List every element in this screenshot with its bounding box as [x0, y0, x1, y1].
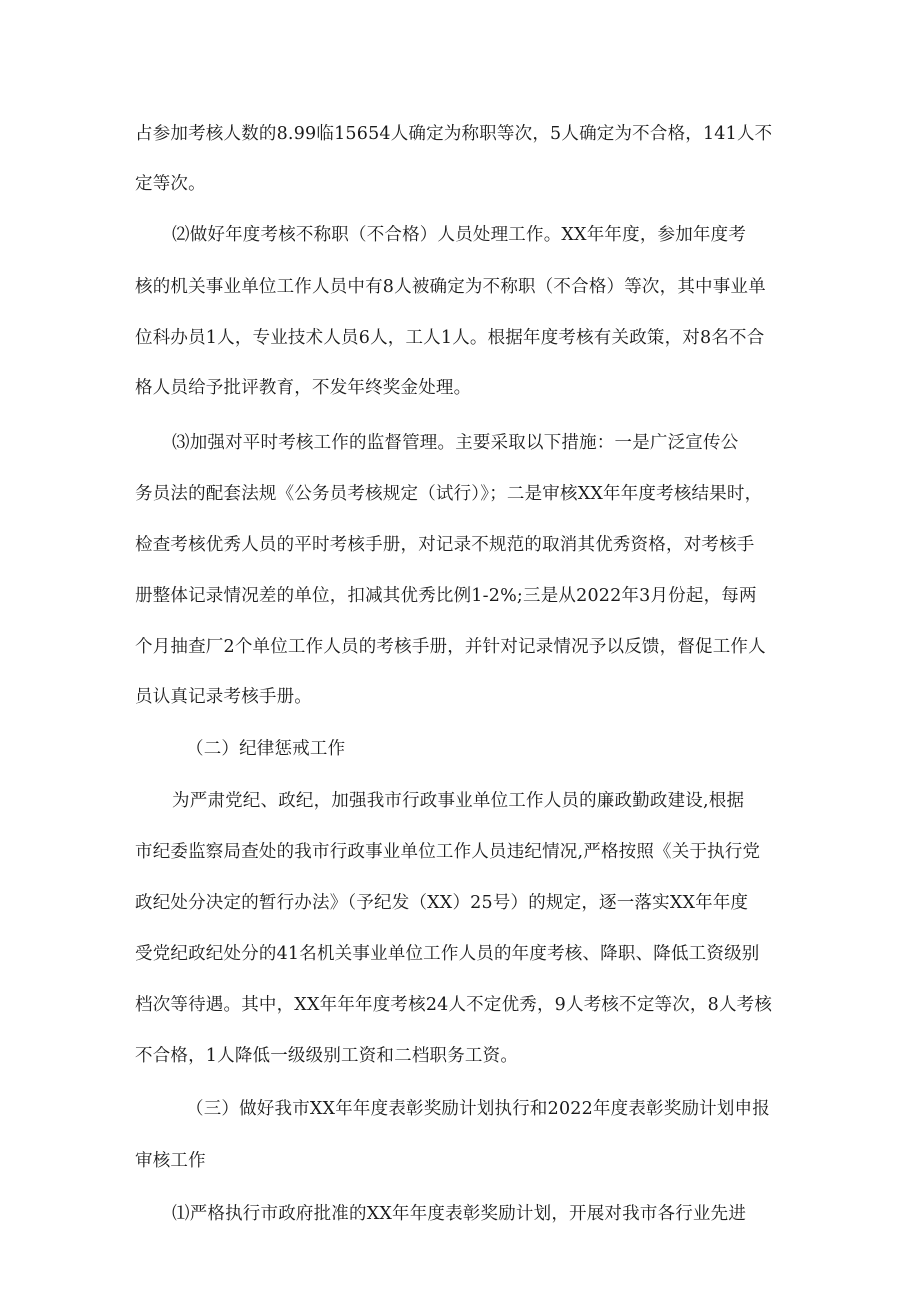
body-line: ⑵做好年度考核不称职（不合格）人员处理工作。XX年年度，参加年度考 — [172, 225, 747, 245]
section-heading: （三）做好我市XX年年度表彰奖励计划执行和2022年度表彰奖励计划申报 — [186, 1099, 770, 1119]
body-line: 务员法的配套法规《公务员考核规定（试行）》；二是审核XX年年度考核结果时， — [135, 484, 763, 504]
section-heading: （二）纪律惩戒工作 — [186, 739, 346, 759]
section-heading-continued: 审核工作 — [135, 1151, 206, 1171]
body-line: 个月抽查厂2个单位工作人员的考核手册，并针对记录情况予以反馈，督促工作人 — [135, 637, 766, 657]
body-line: 占参加考核人数的8.99临15654人确定为称职等次，5人确定为不合格，141人不 — [135, 124, 773, 144]
body-line: 受党纪政纪处分的41名机关事业单位工作人员的年度考核、降职、降低工资级别 — [135, 944, 760, 964]
body-line: 核的机关事业单位工作人员中有8人被确定为不称职（不合格）等次，其中事业单 — [135, 277, 766, 297]
body-line: ⑴严格执行市政府批准的XX年年度表彰奖励计划，开展对我市各行业先进 — [172, 1204, 747, 1224]
body-line: 员认真记录考核手册。 — [135, 687, 312, 707]
body-line: 政纪处分决定的暂行办法》（予纪发（XX）25号）的规定，逐一落实XX年年度 — [135, 893, 749, 913]
body-line: 档次等待遇。其中，XX年年年度考核24人不定优秀，9人考核不定等次，8人考核 — [135, 995, 773, 1015]
body-line: 册整体记录情况差的单位，扣减其优秀比例1-2%;三是从2022年3月份起，每两 — [135, 586, 757, 606]
body-line: 格人员给予批评教育，不发年终奖金处理。 — [135, 378, 472, 398]
body-line: 市纪委监察局查处的我市行政事业单位工作人员违纪情况,严格按照《关于执行党 — [135, 842, 761, 862]
body-line: 定等次。 — [135, 174, 206, 194]
body-line: 不合格，1人降低一级级别工资和二档职务工资。 — [135, 1046, 519, 1066]
body-line: 检查考核优秀人员的平时考核手册，对记录不规范的取消其优秀资格，对考核手 — [135, 535, 755, 555]
body-line: 为严肃党纪、政纪，加强我市行政事业单位工作人员的廉政勤政建设,根据 — [172, 791, 745, 811]
body-line: 位科办员1人，专业技术人员6人，工人1人。根据年度考核有关政策，对8名不合 — [135, 328, 765, 348]
body-line: ⑶加强对平时考核工作的监督管理。主要采取以下措施：一是广泛宣传公 — [172, 433, 739, 453]
